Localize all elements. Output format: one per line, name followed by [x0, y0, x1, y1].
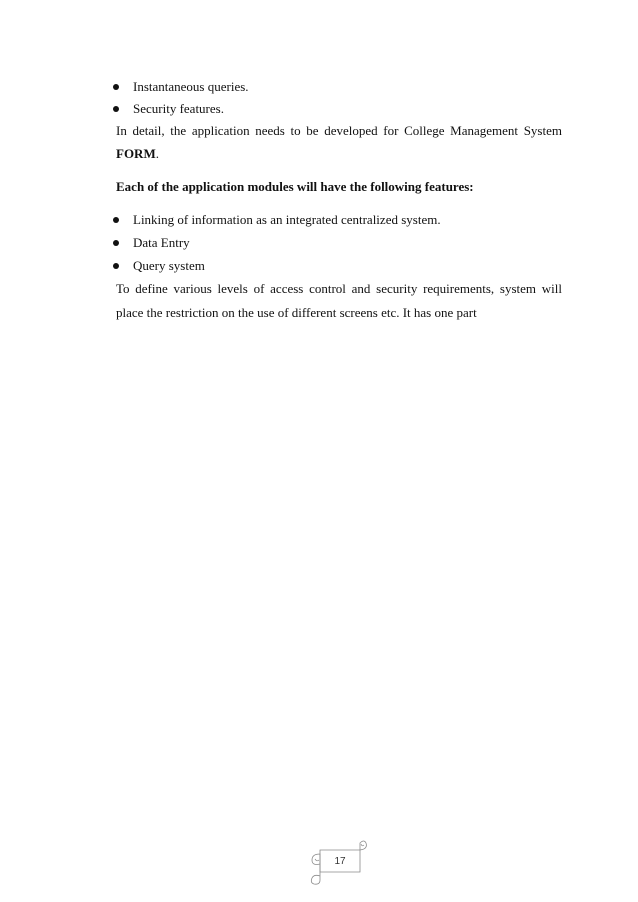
- bullet-item-instantaneous-queries: [133, 79, 249, 95]
- page-number-scroll: [308, 840, 368, 886]
- bullet-dot: [113, 106, 119, 112]
- bullet-text: Data Entry: [133, 235, 190, 250]
- bullet-dot: [113, 84, 119, 90]
- intro-paragraph-line-2: [116, 146, 562, 162]
- bullet-item-security-features: [133, 101, 224, 117]
- bullet-text: Linking of information as an integrated centralized system.: [133, 212, 441, 227]
- page-number: 17: [334, 856, 346, 867]
- intro-paragraph-line-1: In detail, the application needs to be developed for College Management System: [116, 123, 562, 138]
- modules-heading: Each of the application modules will have the following features:: [116, 179, 474, 194]
- bullet-dot: [113, 240, 119, 246]
- bullet-item-data-entry: [133, 235, 190, 251]
- bullet-text: Security features.: [133, 101, 224, 116]
- closing-paragraph-line-2: place the restriction on the use of different screens etc. It has one part: [116, 305, 477, 320]
- bullet-text: Query system: [133, 258, 205, 273]
- bullet-dot: [113, 217, 119, 223]
- bullet-dot: [113, 263, 119, 269]
- bullet-item-query-system: [133, 258, 205, 274]
- closing-paragraph-line-1: To define various levels of access control and security requirements, system will: [116, 281, 562, 296]
- form-keyword: FORM: [116, 146, 156, 161]
- bullet-item-linking-information: [133, 212, 441, 228]
- form-keyword-period: .: [155, 146, 159, 161]
- bullet-text: Instantaneous queries.: [133, 79, 249, 94]
